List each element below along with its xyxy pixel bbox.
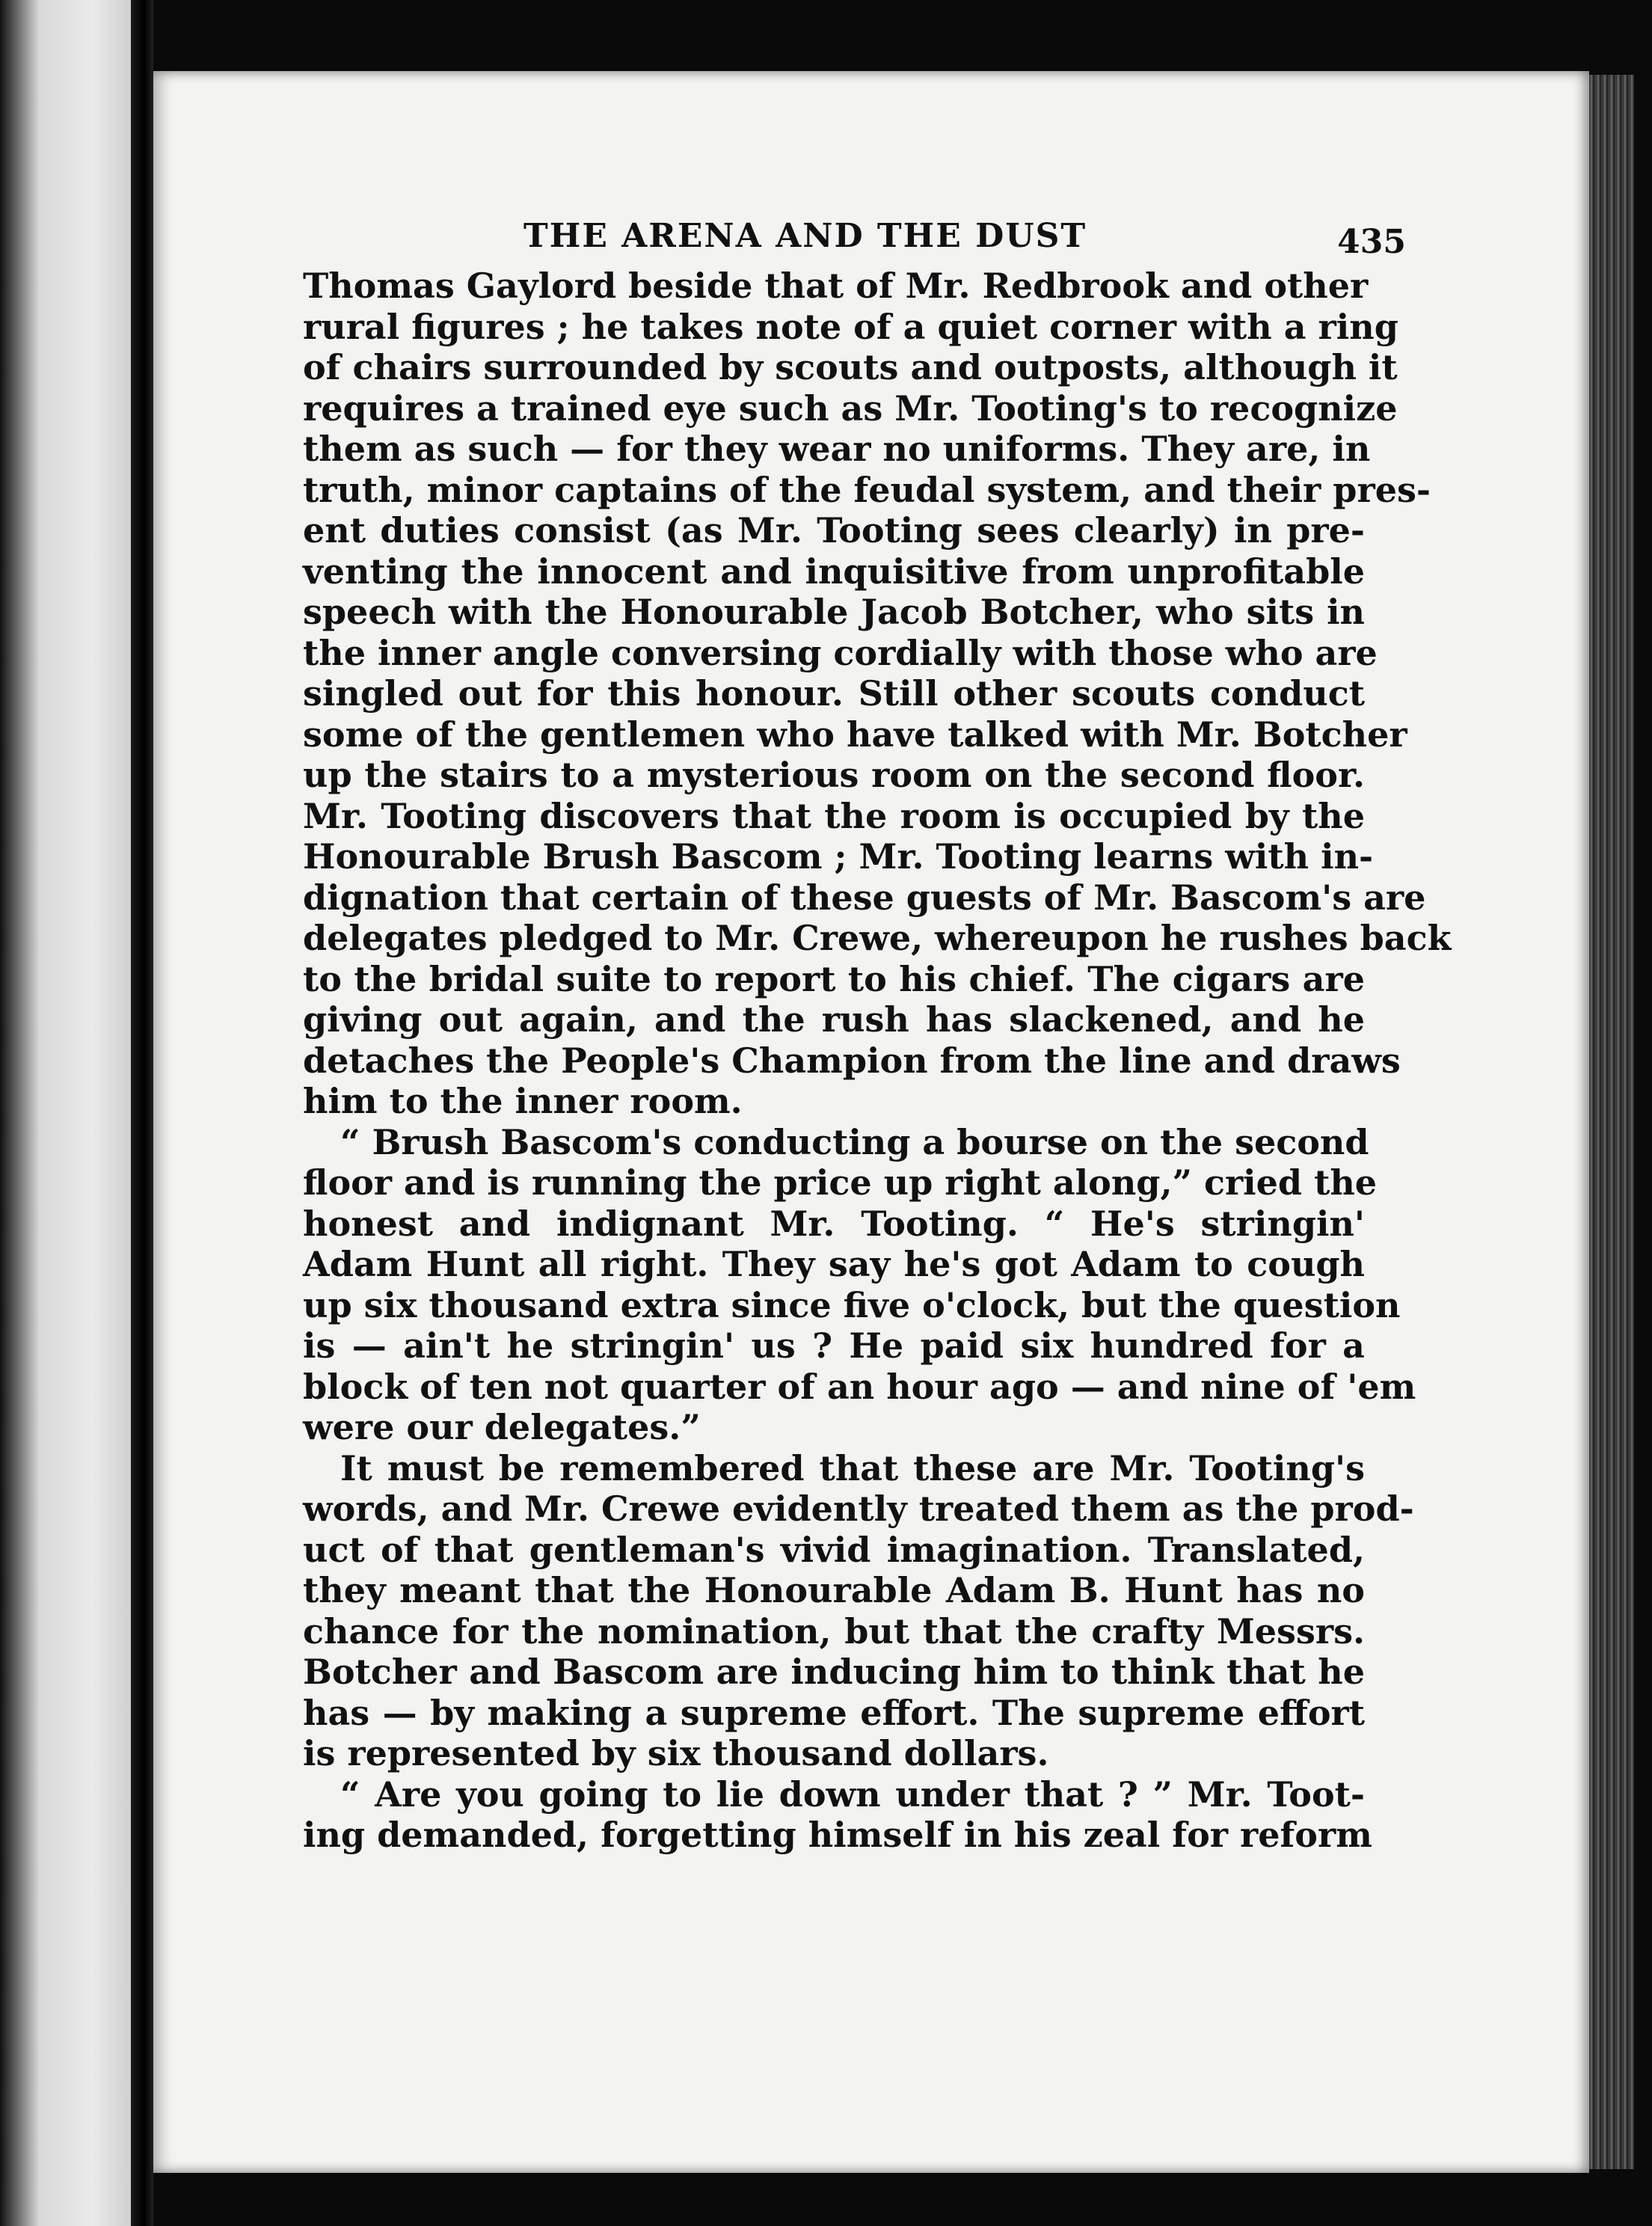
text-line: honest and indignant Mr. Tooting. “ He's stringin' — [303, 1203, 1365, 1244]
text-line: of chairs surrounded by scouts and outposts, although it — [303, 347, 1398, 387]
text-line: words, and Mr. Crewe evidently treated them as the prod- — [303, 1488, 1414, 1529]
text-line: has — by making a supreme effort. The supreme effort — [303, 1692, 1365, 1733]
text-line: ing demanded, forgetting himself in his zeal for reform — [303, 1815, 1372, 1855]
text-line: giving out again, and the rush has slackened, and he — [303, 999, 1365, 1040]
text-line: uct of that gentleman's vivid imagination. Translated, — [303, 1529, 1365, 1570]
text-line: venting the innocent and inquisitive from unprofitable — [303, 551, 1365, 592]
text-line: Adam Hunt all right. They say he's got Adam to cough — [303, 1244, 1365, 1284]
text-line: dignation that certain of these guests of Mr. Bascom's are — [303, 877, 1426, 918]
text-line: ent duties consist (as Mr. Tooting sees clearly) in pre- — [303, 510, 1365, 551]
text-line: they meant that the Honourable Adam B. Hunt has no — [303, 1570, 1365, 1610]
text-line: him to the inner room. — [303, 1081, 743, 1121]
text-line: Honourable Brush Bascom ; Mr. Tooting learns with in- — [303, 836, 1374, 877]
text-line: “ Are you going to lie down under that ? ” Mr. Toot- — [340, 1773, 1365, 1815]
text-line: requires a trained eye such as Mr. Tooting's to recognize — [303, 387, 1398, 429]
page-edges — [1589, 75, 1634, 2169]
text-line: some of the gentlemen who have talked with Mr. Botcher — [303, 714, 1407, 755]
text-line: chance for the nomination, but that the crafty Messrs. — [303, 1610, 1365, 1652]
text-line: Botcher and Bascom are inducing him to think that he — [303, 1652, 1365, 1692]
text-line: Thomas Gaylord beside that of Mr. Redbrook and other — [303, 266, 1369, 306]
text-line: “ Brush Bascom's conducting a bourse on the second — [340, 1121, 1369, 1162]
text-line: the inner angle conversing cordially with those who are — [303, 632, 1378, 673]
text-line: were our delegates.” — [303, 1407, 701, 1447]
text-line: floor and is running the price up right along,” cried the — [303, 1162, 1378, 1203]
text-line: block of ten not quarter of an hour ago — and nine of 'em — [303, 1366, 1416, 1407]
text-line: them as such — for they wear no uniforms. They are, in — [303, 429, 1371, 469]
text-line: delegates pledged to Mr. Crewe, whereupon he rushes back — [303, 918, 1452, 958]
text-line: up the stairs to a mysterious room on the second floor. — [303, 755, 1365, 795]
text-line: It must be remembered that these are Mr. Tooting's — [340, 1447, 1365, 1488]
text-line: speech with the Honourable Jacob Botcher, who sits in — [303, 592, 1365, 632]
text-line: Mr. Tooting discovers that the room is occupied by the — [303, 795, 1365, 836]
text-line: to the bridal suite to report to his chief. The cigars are — [303, 958, 1365, 999]
text-line: truth, minor captains of the feudal system, and their pres- — [303, 469, 1431, 510]
text-line: is represented by six thousand dollars. — [303, 1733, 1049, 1773]
facing-page-edge — [0, 0, 131, 2226]
text-line: singled out for this honour. Still other scouts conduct — [303, 673, 1365, 714]
running-title: THE ARENA AND THE DUST — [523, 217, 1087, 255]
text-line: detaches the People's Champion from the line and draws — [303, 1040, 1401, 1081]
book-gutter — [131, 0, 153, 2226]
text-line: rural figures ; he takes note of a quiet corner with a ring — [303, 306, 1398, 347]
text-line: is — ain't he stringin' us ? He paid six hundred for a — [303, 1325, 1365, 1366]
body-text — [303, 266, 1452, 1856]
text-line: up six thousand extra since five o'clock, but the question — [303, 1284, 1401, 1325]
page-number: 435 — [1337, 223, 1406, 261]
